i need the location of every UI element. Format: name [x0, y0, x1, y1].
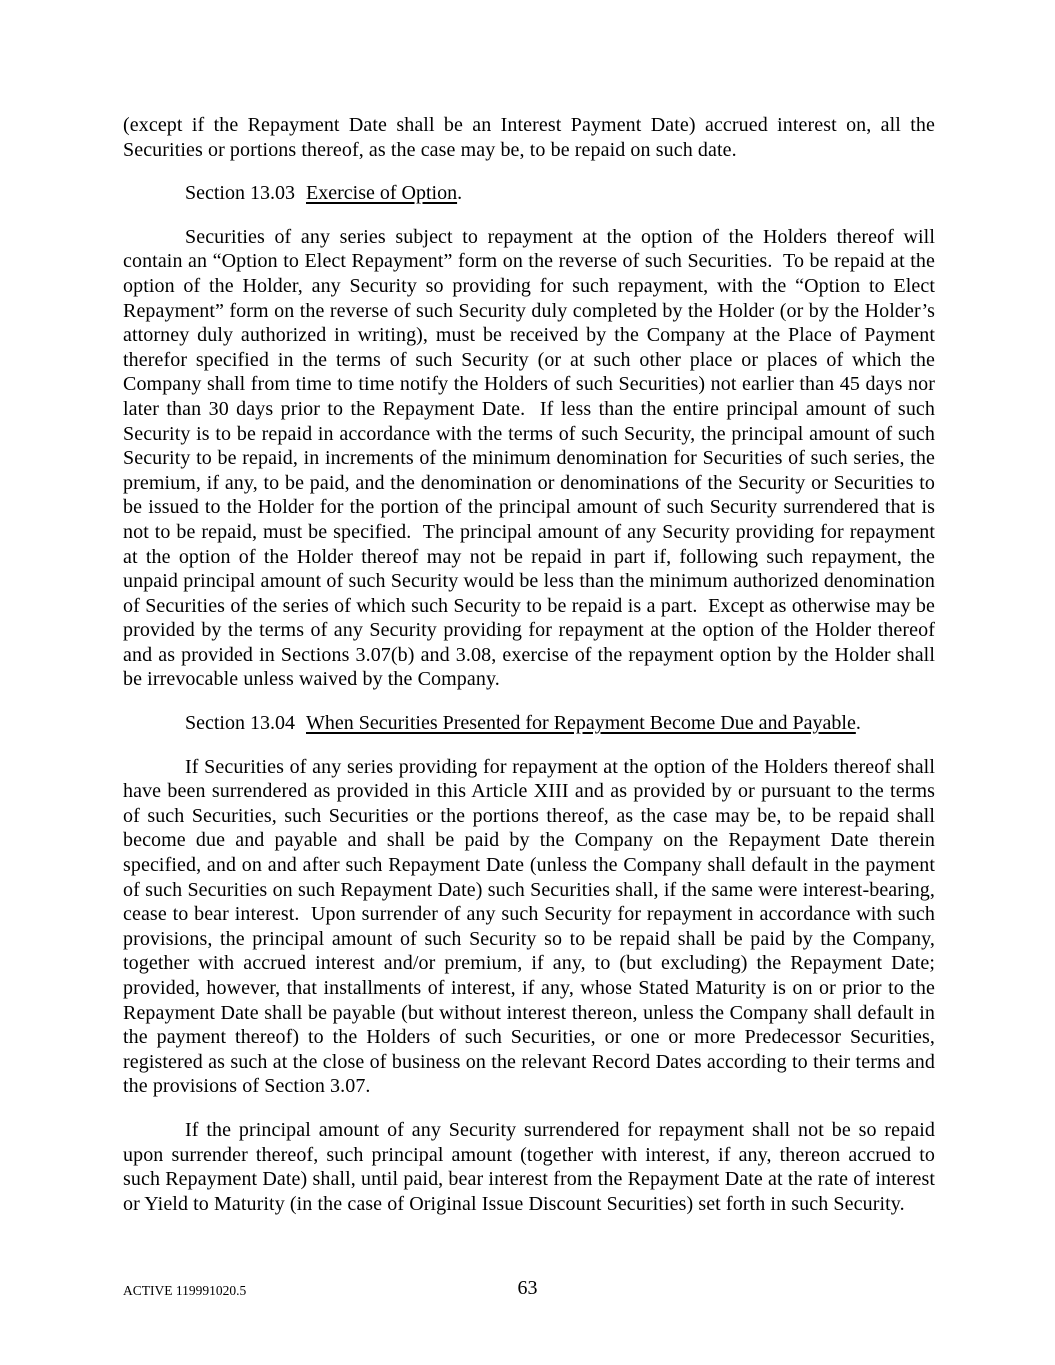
section-13-04-title: When Securities Presented for Repayment Become Due and Payable	[306, 712, 856, 735]
footer-doc-id: ACTIVE 119991020.5	[123, 1283, 247, 1298]
section-13-04-period: .	[855, 712, 861, 735]
paragraph-section-13-04-body: If Securities of any series providing for repayment at the option of the Holders thereof shall have been surrendered as provided in this Article XIII and as provided by or pursuant to the terms of such Securities, such Securities or the portions thereof, as the case may be, to be repaid shall become due and payable and shall be paid by the Company on the Repayment Date therein specified, and on and after such Repayment Date (unless the Company shall default in the payment of such Securities on such Repayment Date) such Securities shall, if the same were interest-bearing, cease to bear interest. Upon surrender of any such Security for repayment in accordance with such provisions, the principal amount of such Security so to be repaid shall be paid by the Company, together with accrued interest and/or premium, if any, to (but excluding) the Repayment Date; provided, however, that installments of interest, if any, whose Stated Maturity is on or prior to the Repayment Date shall be payable (but without interest thereon, unless the Company shall default in the payment thereof) to the Holders of such Securities, or one or more Predecessor Securities, registered as such at the close of business on the relevant Record Dates according to their terms and the provisions of Section 3.07.	[123, 755, 935, 1098]
section-heading-13-03	[123, 181, 935, 206]
section-13-03-title: Exercise of Option	[306, 182, 458, 205]
section-heading-13-04	[123, 711, 935, 736]
page-footer	[0, 1276, 1055, 1316]
document-body	[123, 113, 935, 1235]
paragraph-section-13-03-body: Securities of any series subject to repayment at the option of the Holders thereof will contain an “Option to Elect Repayment” form on the reverse of such Securities. To be repaid at the option of the Holder, any Security so providing for such repayment, with the “Option to Elect Repayment” form on the reverse of such Security duly completed by the Holder (or by the Holder’s attorney duly authorized in writing), must be received by the Company at the Place of Payment therefor specified in the terms of such Security (or at such other place or places of which the Company shall from time to time notify the Holders of such Securities) not earlier than 45 days nor later than 30 days prior to the Repayment Date. If less than the entire principal amount of such Security is to be repaid in accordance with the terms of such Security, the principal amount of such Security to be repaid, in increments of the minimum denomination for Securities of such series, the premium, if any, to be paid, and the denomination or denominations of the Security or Securities to be issued to the Holder for the portion of the principal amount of such Security surrendered that is not to be repaid, must be specified. The principal amount of any Security providing for repayment at the option of the Holder thereof may not be repaid in part if, following such repayment, the unpaid principal amount of such Security would be less than the minimum authorized denomination of Securities of the series of which such Security to be repaid is a part. Except as otherwise may be provided by the terms of any Security providing for repayment at the option of the Holder thereof and as provided in Sections 3.07(b) and 3.08, exercise of the repayment option by the Holder shall be irrevocable unless waived by the Company.	[123, 225, 935, 691]
section-13-04-number: Section 13.04	[185, 712, 295, 735]
paragraph-continuation: (except if the Repayment Date shall be an Interest Payment Date) accrued interest on, all the Securities or portions thereof, as the case may be, to be repaid on such date.	[123, 114, 935, 161]
section-13-03-number: Section 13.03	[185, 182, 295, 205]
paragraph-section-13-04-body-2: If the principal amount of any Security surrendered for repayment shall not be so repaid upon surrender thereof, such principal amount (together with interest, if any, thereon accrued to such Repayment Date) shall, until paid, bear interest from the Repayment Date at the rate of interest or Yield to Maturity (in the case of Original Issue Discount Securities) set forth in such Security.	[123, 1118, 935, 1215]
section-13-03-period: .	[457, 182, 463, 205]
footer-page-number: 63	[517, 1277, 538, 1299]
